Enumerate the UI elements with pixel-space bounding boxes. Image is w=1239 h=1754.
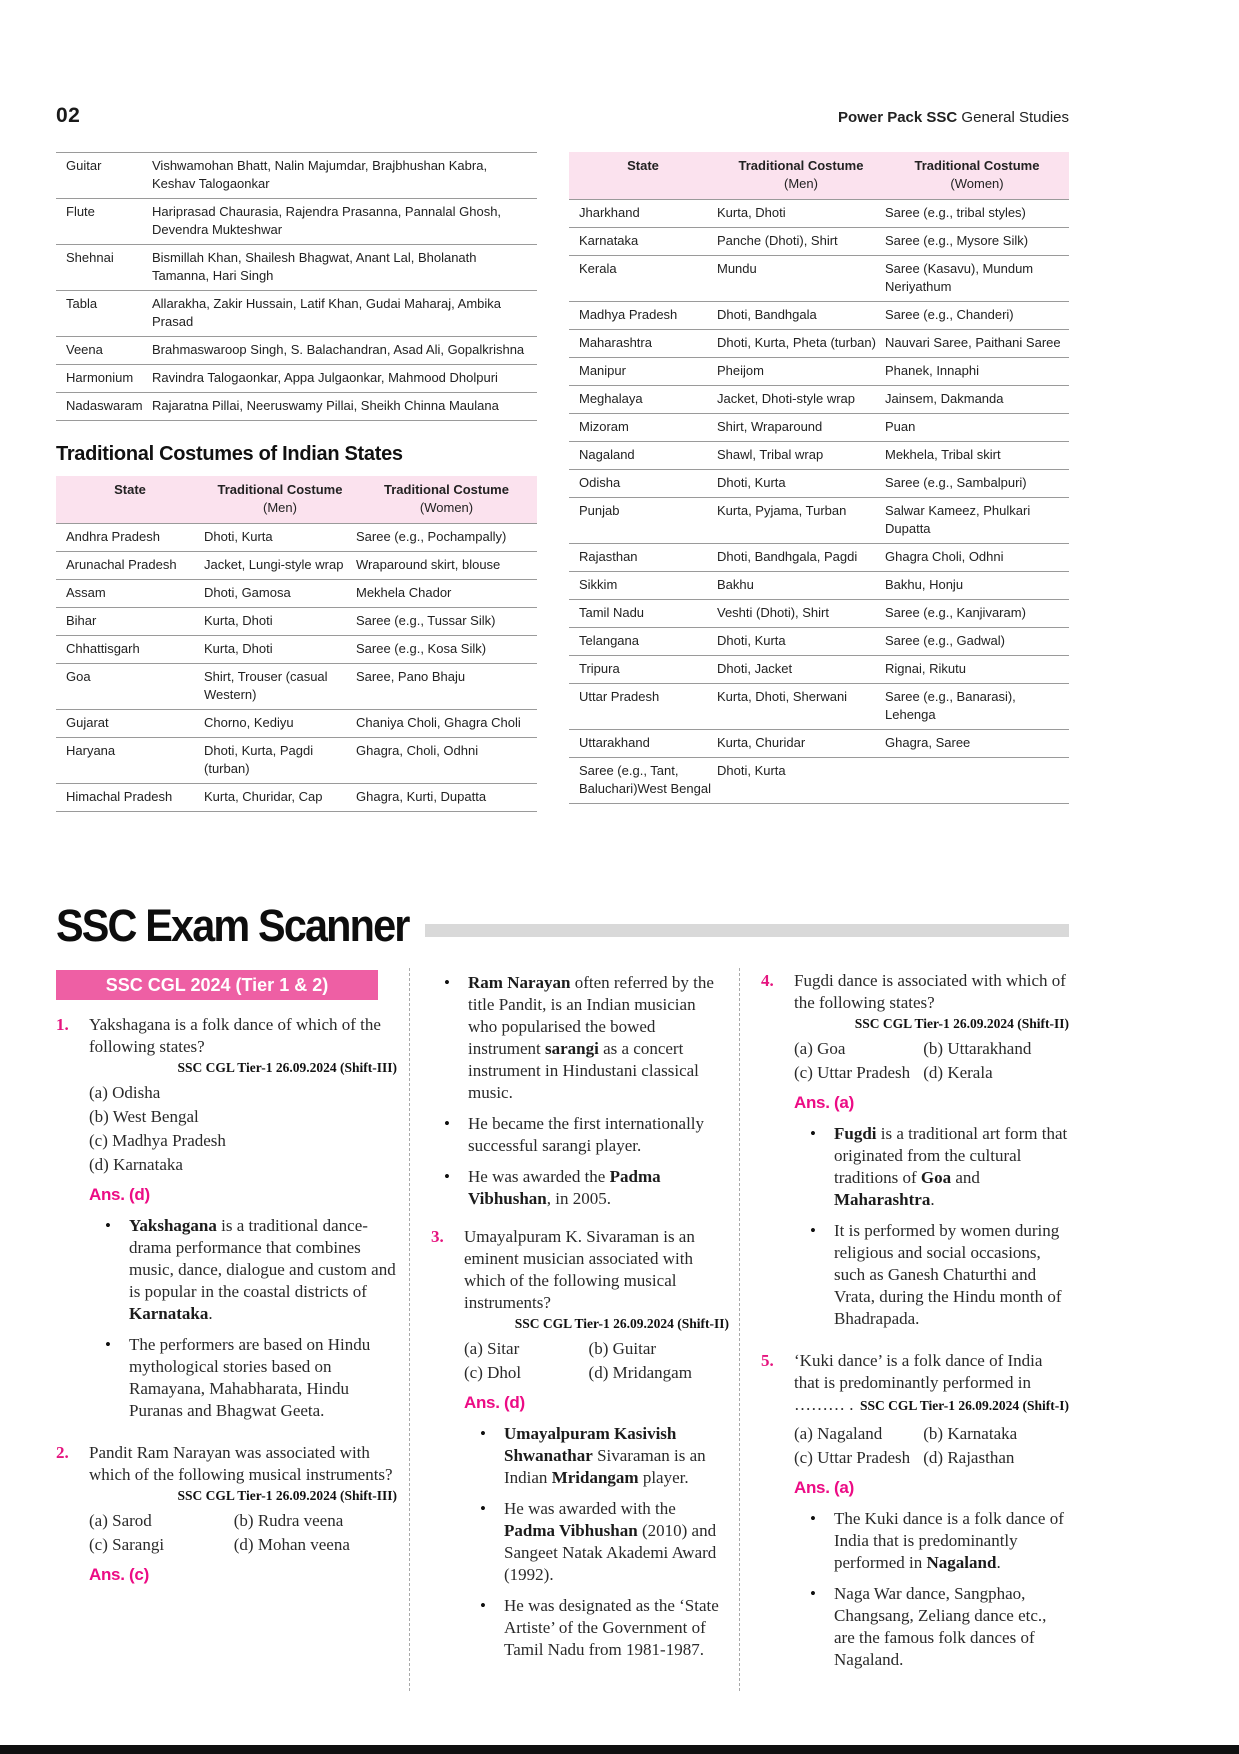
instrument-row	[56, 199, 537, 245]
instrument-row	[56, 245, 537, 291]
question-body	[89, 1442, 397, 1595]
costume-row	[569, 684, 1069, 730]
costume-row	[569, 228, 1069, 256]
answer-label: Ans. (c)	[89, 1565, 149, 1584]
explanation-list	[89, 1215, 397, 1422]
state-cell: Chhattisgarh	[56, 636, 204, 664]
instrument-name-cell: Harmonium	[56, 365, 152, 393]
instrument-row	[56, 153, 537, 199]
state-cell: Saree (e.g., Tant, Baluchari)West Bengal	[569, 758, 717, 804]
state-cell: Maharashtra	[569, 330, 717, 358]
exam-group-banner: SSC CGL 2024 (Tier 1 & 2)	[56, 970, 378, 1000]
state-cell: Himachal Pradesh	[56, 784, 204, 812]
instrument-name-cell: Shehnai	[56, 245, 152, 291]
option: (c) Uttar Pradesh	[794, 1063, 911, 1082]
costume-row	[569, 330, 1069, 358]
question-4	[761, 970, 1069, 1346]
state-cell: Punjab	[569, 498, 717, 544]
women-costume-cell: Nauvari Saree, Paithani Saree	[885, 330, 1069, 358]
explanation-item: • He became the first internationally successful sarangi player.	[431, 1113, 729, 1157]
men-costume-cell: Pheijom	[717, 358, 885, 386]
men-costume-cell: Shirt, Wraparound	[717, 414, 885, 442]
instrument-players-cell: Brahmaswaroop Singh, S. Balachandran, Asad Ali, Gopalkrishna	[152, 337, 537, 365]
option: (a) Sarod	[89, 1511, 152, 1530]
state-cell: Manipur	[569, 358, 717, 386]
women-costume-cell: Saree (e.g., Kanjivaram)	[885, 600, 1069, 628]
men-costume-cell: Dhoti, Kurta	[204, 524, 356, 552]
option: (d) Karnataka	[89, 1155, 183, 1174]
instrument-name-cell: Guitar	[56, 153, 152, 199]
answer-label: Ans. (a)	[794, 1478, 854, 1497]
options-list	[794, 1037, 1069, 1085]
men-costume-cell: Kurta, Dhoti	[204, 636, 356, 664]
men-costume-cell: Kurta, Pyjama, Turban	[717, 498, 885, 544]
question-1	[56, 1014, 397, 1438]
explanation-item: • Ram Narayan often referred by the title Pandit, is an Indian musician who popularised the bowed instrument sarangi as a concert instrument in Hindustani classical music.	[431, 972, 729, 1104]
men-column-header: Traditional Costume (Men)	[204, 476, 356, 524]
instruments-players-table	[56, 152, 537, 421]
options-list	[89, 1509, 397, 1557]
instrument-row	[56, 393, 537, 421]
women-costume-cell: Ghagra, Choli, Odhni	[356, 738, 537, 784]
costume-row	[569, 302, 1069, 330]
women-costume-cell: Saree (e.g., Mysore Silk)	[885, 228, 1069, 256]
costume-row	[569, 386, 1069, 414]
men-costume-cell: Jacket, Dhoti-style wrap	[717, 386, 885, 414]
exam-scanner-header	[56, 900, 1069, 952]
women-costume-cell: Ghagra Choli, Odhni	[885, 544, 1069, 572]
question-text: Pandit Ram Narayan was associated with which of the following musical instruments?	[89, 1443, 393, 1484]
explanation-list	[464, 1423, 729, 1661]
state-cell: Assam	[56, 580, 204, 608]
costume-row	[569, 414, 1069, 442]
costume-row	[569, 470, 1069, 498]
women-costume-cell: Ghagra, Kurti, Dupatta	[356, 784, 537, 812]
options-list	[89, 1081, 397, 1177]
women-costume-cell: Saree (e.g., Sambalpuri)	[885, 470, 1069, 498]
costume-row	[56, 784, 537, 812]
costume-row	[569, 600, 1069, 628]
page-number: 02	[56, 104, 81, 127]
left-column	[56, 152, 537, 812]
costume-row	[569, 730, 1069, 758]
option: (a) Goa	[794, 1039, 846, 1058]
state-cell: Madhya Pradesh	[569, 302, 717, 330]
option: (c) Sarangi	[89, 1535, 165, 1554]
question-body	[89, 1014, 397, 1438]
option: (c) Uttar Pradesh	[794, 1448, 911, 1467]
state-cell: Uttar Pradesh	[569, 684, 717, 730]
option: (d) Mridangam	[588, 1363, 692, 1382]
explanation-item: • The performers are based on Hindu mythological stories based on Ramayana, Mahabharata, Hindu Puranas and Bhagwat Geeta.	[89, 1334, 397, 1422]
costumes-header-row	[56, 476, 537, 524]
state-cell: Nagaland	[569, 442, 717, 470]
costumes-table-left	[56, 476, 537, 812]
explanation-item: • The Kuki dance is a folk dance of India that is predominantly performed in Nagaland.	[794, 1508, 1069, 1574]
exam-scanner-title: SSC Exam Scanner	[56, 900, 409, 951]
question-number: 2.	[56, 1443, 69, 1462]
men-costume-cell: Mundu	[717, 256, 885, 302]
explanation-item: • He was awarded with the Padma Vibhushan (2010) and Sangeet Natak Akademi Award (1992).	[464, 1498, 729, 1586]
costume-row	[56, 738, 537, 784]
men-costume-cell: Kurta, Churidar	[717, 730, 885, 758]
instrument-name-cell: Tabla	[56, 291, 152, 337]
option: (d) Rajasthan	[923, 1448, 1015, 1467]
explanation-list	[794, 1508, 1069, 1671]
women-costume-cell: Saree (e.g., Tussar Silk)	[356, 608, 537, 636]
instrument-players-cell: Hariprasad Chaurasia, Rajendra Prasanna, Pannalal Ghosh, Devendra Mukteshwar	[152, 199, 537, 245]
state-cell: Goa	[56, 664, 204, 710]
costume-row	[569, 200, 1069, 228]
exam-shift-tag: SSC CGL Tier-1 26.09.2024 (Shift-III)	[177, 1488, 397, 1503]
costume-row	[569, 358, 1069, 386]
men-costume-cell: Dhoti, Kurta, Pagdi (turban)	[204, 738, 356, 784]
question-body	[464, 1226, 729, 1677]
running-head	[838, 109, 1069, 126]
instrument-name-cell: Nadaswaram	[56, 393, 152, 421]
instrument-players-cell: Rajaratna Pillai, Neeruswamy Pillai, Sheikh Chinna Maulana	[152, 393, 537, 421]
men-costume-cell: Shirt, Trouser (casual Western)	[204, 664, 356, 710]
question-text: Umayalpuram K. Sivaraman is an eminent musician associated with which of the following musical instruments?	[464, 1227, 695, 1312]
instrument-players-cell: Allarakha, Zakir Hussain, Latif Khan, Gudai Maharaj, Ambika Prasad	[152, 291, 537, 337]
state-cell: Haryana	[56, 738, 204, 784]
question-column-3	[740, 968, 1069, 1691]
option: (d) Mohan veena	[233, 1535, 350, 1554]
costume-row	[56, 636, 537, 664]
men-costume-cell: Jacket, Lungi-style wrap	[204, 552, 356, 580]
men-costume-cell: Veshti (Dhoti), Shirt	[717, 600, 885, 628]
question-text: Yakshagana is a folk dance of which of the following states?	[89, 1015, 381, 1056]
state-cell: Tripura	[569, 656, 717, 684]
costume-row	[569, 656, 1069, 684]
exam-shift-tag: SSC CGL Tier-1 26.09.2024 (Shift-II)	[854, 1016, 1069, 1031]
answer-label: Ans. (d)	[89, 1185, 150, 1204]
state-column-header: State	[56, 476, 204, 524]
instrument-row	[56, 291, 537, 337]
top-tables-section	[56, 152, 1069, 812]
explanation-item: • It is performed by women during religious and social occasions, such as Ganesh Chaturthi and Vrata, during the Hindu month of Bhadrapada.	[794, 1220, 1069, 1330]
explanation-item: • Naga War dance, Sangphao, Changsang, Zeliang dance etc., are the famous folk dances of Nagaland.	[794, 1583, 1069, 1671]
women-costume-cell: Bakhu, Honju	[885, 572, 1069, 600]
women-costume-cell: Saree (Kasavu), Mundum Neriyathum	[885, 256, 1069, 302]
fill-blank-dots: ……… .	[794, 1395, 854, 1414]
question-5	[761, 1350, 1069, 1687]
costume-row	[56, 580, 537, 608]
women-costume-cell: Jainsem, Dakmanda	[885, 386, 1069, 414]
men-costume-cell: Kurta, Dhoti, Sherwani	[717, 684, 885, 730]
men-costume-cell: Dhoti, Bandhgala	[717, 302, 885, 330]
women-costume-cell: Saree (e.g., tribal styles)	[885, 200, 1069, 228]
costume-row	[569, 758, 1069, 804]
instrument-players-cell: Vishwamohan Bhatt, Nalin Majumdar, Brajbhushan Kabra, Keshav Talogaonkar	[152, 153, 537, 199]
option: (b) Uttarakhand	[923, 1039, 1032, 1058]
costumes-table-right	[569, 152, 1069, 804]
state-cell: Gujarat	[56, 710, 204, 738]
state-cell: Sikkim	[569, 572, 717, 600]
state-cell: Rajasthan	[569, 544, 717, 572]
state-column-header: State	[569, 152, 717, 200]
right-column	[569, 152, 1069, 812]
men-costume-cell: Shawl, Tribal wrap	[717, 442, 885, 470]
men-costume-cell: Kurta, Churidar, Cap	[204, 784, 356, 812]
option: (b) Guitar	[588, 1339, 657, 1358]
men-costume-cell: Kurta, Dhoti	[204, 608, 356, 636]
state-cell: Karnataka	[569, 228, 717, 256]
option: (a) Nagaland	[794, 1424, 883, 1443]
brand-suffix: General Studies	[957, 109, 1069, 126]
women-costume-cell: Phanek, Innaphi	[885, 358, 1069, 386]
question-3	[431, 1226, 729, 1677]
explanation-item: • Yakshagana is a traditional dance-drama performance that combines music, dance, dialogue and custom and is popular in the coastal districts of Karnataka.	[89, 1215, 397, 1325]
women-costume-cell: Puan	[885, 414, 1069, 442]
explanation-item: • Fugdi is a traditional art form that originated from the cultural traditions of Goa and Maharashtra.	[794, 1123, 1069, 1211]
women-costume-cell: Saree (e.g., Banarasi), Lehenga	[885, 684, 1069, 730]
costume-row	[569, 544, 1069, 572]
costume-row	[56, 710, 537, 738]
answer-label: Ans. (d)	[464, 1393, 525, 1412]
options-list	[464, 1337, 729, 1385]
question-number: 1.	[56, 1015, 69, 1034]
state-cell: Kerala	[569, 256, 717, 302]
answer-label: Ans. (a)	[794, 1093, 854, 1112]
instrument-name-cell: Flute	[56, 199, 152, 245]
men-costume-cell: Dhoti, Kurta, Pheta (turban)	[717, 330, 885, 358]
question-number: 4.	[761, 971, 774, 990]
men-costume-cell: Dhoti, Kurta	[717, 470, 885, 498]
state-cell: Telangana	[569, 628, 717, 656]
state-cell: Odisha	[569, 470, 717, 498]
question-column-1	[56, 968, 410, 1691]
option: (d) Kerala	[923, 1063, 993, 1082]
question-body	[794, 1350, 1069, 1687]
instrument-players-cell: Ravindra Talogaonkar, Appa Julgaonkar, Mahmood Dholpuri	[152, 365, 537, 393]
costume-row	[569, 572, 1069, 600]
explanation-item: • He was designated as the ‘State Artiste’ of the Government of Tamil Nadu from 1981-1987.	[464, 1595, 729, 1661]
explanation-item: • He was awarded the Padma Vibhushan, in 2005.	[431, 1166, 729, 1210]
women-costume-cell: Salwar Kameez, Phulkari Dupatta	[885, 498, 1069, 544]
options-list	[794, 1422, 1069, 1470]
women-costume-cell: Saree (e.g., Pochampally)	[356, 524, 537, 552]
page-header	[56, 104, 1069, 128]
women-costume-cell: Saree (e.g., Kosa Silk)	[356, 636, 537, 664]
option: (b) West Bengal	[89, 1107, 199, 1126]
men-column-header: Traditional Costume (Men)	[717, 152, 885, 200]
option: (b) Karnataka	[923, 1424, 1018, 1443]
costume-row	[569, 498, 1069, 544]
option: (c) Madhya Pradesh	[89, 1131, 226, 1150]
women-costume-cell: Saree (e.g., Chanderi)	[885, 302, 1069, 330]
instrument-row	[56, 365, 537, 393]
costumes-header-row	[569, 152, 1069, 200]
question-column-2	[410, 968, 740, 1691]
state-cell: Tamil Nadu	[569, 600, 717, 628]
women-costume-cell: Saree (e.g., Gadwal)	[885, 628, 1069, 656]
brand-bold: Power Pack SSC	[838, 109, 958, 126]
costume-row	[56, 608, 537, 636]
women-costume-cell: Saree, Pano Bhaju	[356, 664, 537, 710]
state-cell: Bihar	[56, 608, 204, 636]
men-costume-cell: Dhoti, Jacket	[717, 656, 885, 684]
explanation-item: • Umayalpuram Kasivish Shwanathar Sivaraman is an Indian Mridangam player.	[464, 1423, 729, 1489]
state-cell: Arunachal Pradesh	[56, 552, 204, 580]
costume-row	[569, 442, 1069, 470]
state-cell: Andhra Pradesh	[56, 524, 204, 552]
option: (a) Odisha	[89, 1083, 161, 1102]
question-body	[794, 970, 1069, 1346]
state-cell: Meghalaya	[569, 386, 717, 414]
women-costume-cell: Chaniya Choli, Ghagra Choli	[356, 710, 537, 738]
costume-row	[56, 524, 537, 552]
men-costume-cell: Bakhu	[717, 572, 885, 600]
women-costume-cell	[885, 758, 1069, 804]
question-2	[56, 1442, 397, 1595]
explanation-list	[794, 1123, 1069, 1330]
questions-section	[56, 968, 1069, 1691]
men-costume-cell: Chorno, Kediyu	[204, 710, 356, 738]
question-number: 5.	[761, 1351, 774, 1370]
option: (a) Sitar	[464, 1339, 520, 1358]
exam-shift-tag: SSC CGL Tier-1 26.09.2024 (Shift-I)	[859, 1398, 1069, 1413]
state-cell: Jharkhand	[569, 200, 717, 228]
question-text: ‘Kuki dance’ is a folk dance of India that is predominantly performed in	[794, 1351, 1043, 1392]
costume-row	[56, 664, 537, 710]
option: (c) Dhol	[464, 1363, 522, 1382]
question-number: 3.	[431, 1227, 444, 1246]
option: (b) Rudra veena	[233, 1511, 344, 1530]
men-costume-cell: Dhoti, Kurta	[717, 628, 885, 656]
men-costume-cell: Kurta, Dhoti	[717, 200, 885, 228]
exam-shift-tag: SSC CGL Tier-1 26.09.2024 (Shift-II)	[514, 1316, 729, 1331]
instrument-players-cell: Bismillah Khan, Shailesh Bhagwat, Anant Lal, Bholanath Tamanna, Hari Singh	[152, 245, 537, 291]
women-costume-cell: Rignai, Rikutu	[885, 656, 1069, 684]
women-costume-cell: Wraparound skirt, blouse	[356, 552, 537, 580]
men-costume-cell: Dhoti, Gamosa	[204, 580, 356, 608]
costume-row	[569, 256, 1069, 302]
instrument-name-cell: Veena	[56, 337, 152, 365]
exam-shift-tag: SSC CGL Tier-1 26.09.2024 (Shift-III)	[177, 1060, 397, 1075]
women-costume-cell: Ghagra, Saree	[885, 730, 1069, 758]
instrument-row	[56, 337, 537, 365]
men-costume-cell: Panche (Dhoti), Shirt	[717, 228, 885, 256]
title-rule-bar	[425, 924, 1069, 937]
men-costume-cell: Dhoti, Kurta	[717, 758, 885, 804]
costumes-section-heading: Traditional Costumes of Indian States	[56, 443, 403, 465]
women-column-header: Traditional Costume (Women)	[356, 476, 537, 524]
state-cell: Uttarakhand	[569, 730, 717, 758]
costume-row	[56, 552, 537, 580]
men-costume-cell: Dhoti, Bandhgala, Pagdi	[717, 544, 885, 572]
explanation-list-q2	[431, 972, 729, 1210]
women-costume-cell: Mekhela Chador	[356, 580, 537, 608]
costume-row	[569, 628, 1069, 656]
women-column-header: Traditional Costume (Women)	[885, 152, 1069, 200]
women-costume-cell: Mekhela, Tribal skirt	[885, 442, 1069, 470]
blank-and-tag-row	[794, 1394, 1069, 1417]
state-cell: Mizoram	[569, 414, 717, 442]
page-bottom-bar	[0, 1745, 1239, 1754]
question-text: Fugdi dance is associated with which of the following states?	[794, 971, 1066, 1012]
